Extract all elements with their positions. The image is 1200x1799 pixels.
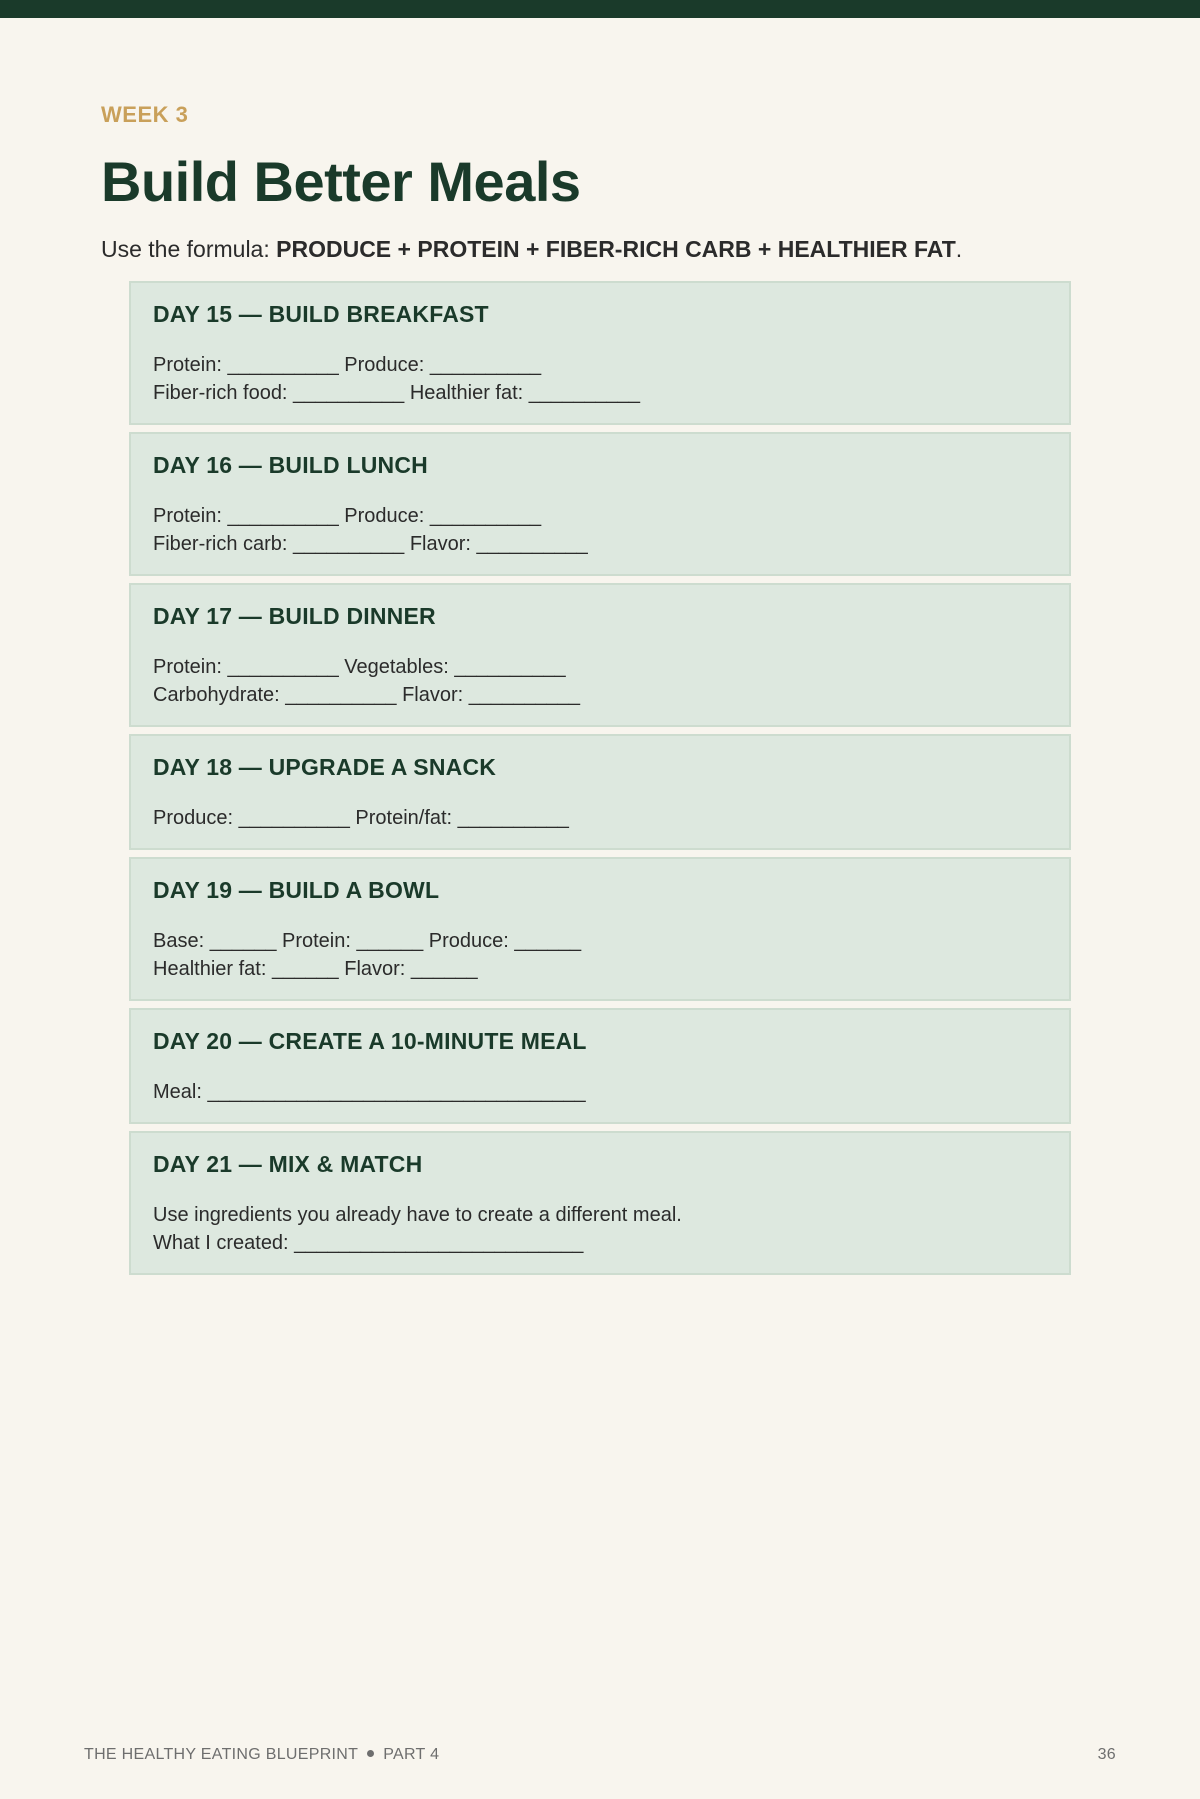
day-title: DAY 19 — BUILD A BOWL (153, 877, 440, 903)
day-card-19 (129, 857, 1071, 1001)
page-number: 36 (1097, 1746, 1116, 1763)
formula-suffix: . (955, 236, 963, 262)
day-line: Base: ______ Protein: ______ Produce: ______ (153, 930, 582, 952)
day-title: DAY 18 — UPGRADE A SNACK (153, 754, 497, 780)
day-line: Fiber-rich carb: __________ Flavor: __________ (153, 533, 588, 555)
day-title: DAY 20 — CREATE A 10-MINUTE MEAL (153, 1028, 587, 1054)
day-card-21 (129, 1131, 1071, 1275)
day-line: Meal: __________________________________ (153, 1081, 586, 1103)
day-line: What I created: __________________________ (153, 1232, 584, 1254)
day-line: Carbohydrate: __________ Flavor: __________ (153, 684, 580, 706)
day-card-17 (129, 583, 1071, 727)
page-title: Build Better Meals (101, 150, 581, 213)
footer-part: PART 4 (383, 1746, 440, 1763)
formula-text (101, 234, 1101, 264)
day-card-18 (129, 734, 1071, 850)
formula-bold: PRODUCE + PROTEIN + FIBER-RICH CARB + HEALTHIER FAT (276, 236, 956, 262)
day-line: Protein: __________ Produce: __________ (153, 505, 542, 527)
day-card-15 (129, 281, 1071, 425)
day-line: Protein: __________ Vegetables: __________ (153, 656, 566, 678)
footer-book-title: THE HEALTHY EATING BLUEPRINT (84, 1746, 359, 1763)
day-line: Healthier fat: ______ Flavor: ______ (153, 958, 478, 980)
week-label: WEEK 3 (101, 102, 189, 127)
top-accent-bar (0, 0, 1200, 18)
bullet-separator-icon (367, 1750, 374, 1757)
day-line: Use ingredients you already have to create a different meal. (153, 1204, 682, 1226)
formula-prefix: Use the formula: (101, 236, 277, 262)
day-card-16 (129, 432, 1071, 576)
day-title: DAY 21 — MIX & MATCH (153, 1151, 423, 1177)
day-line: Protein: __________ Produce: __________ (153, 354, 542, 376)
footer-running-title (84, 1746, 439, 1764)
day-card-list (129, 281, 1071, 1282)
day-line: Produce: __________ Protein/fat: __________ (153, 807, 569, 829)
day-title: DAY 15 — BUILD BREAKFAST (153, 301, 489, 327)
page-header (101, 102, 1101, 264)
day-line: Fiber-rich food: __________ Healthier fat: __________ (153, 382, 641, 404)
day-card-20 (129, 1008, 1071, 1124)
day-title: DAY 17 — BUILD DINNER (153, 603, 436, 629)
day-title: DAY 16 — BUILD LUNCH (153, 452, 428, 478)
